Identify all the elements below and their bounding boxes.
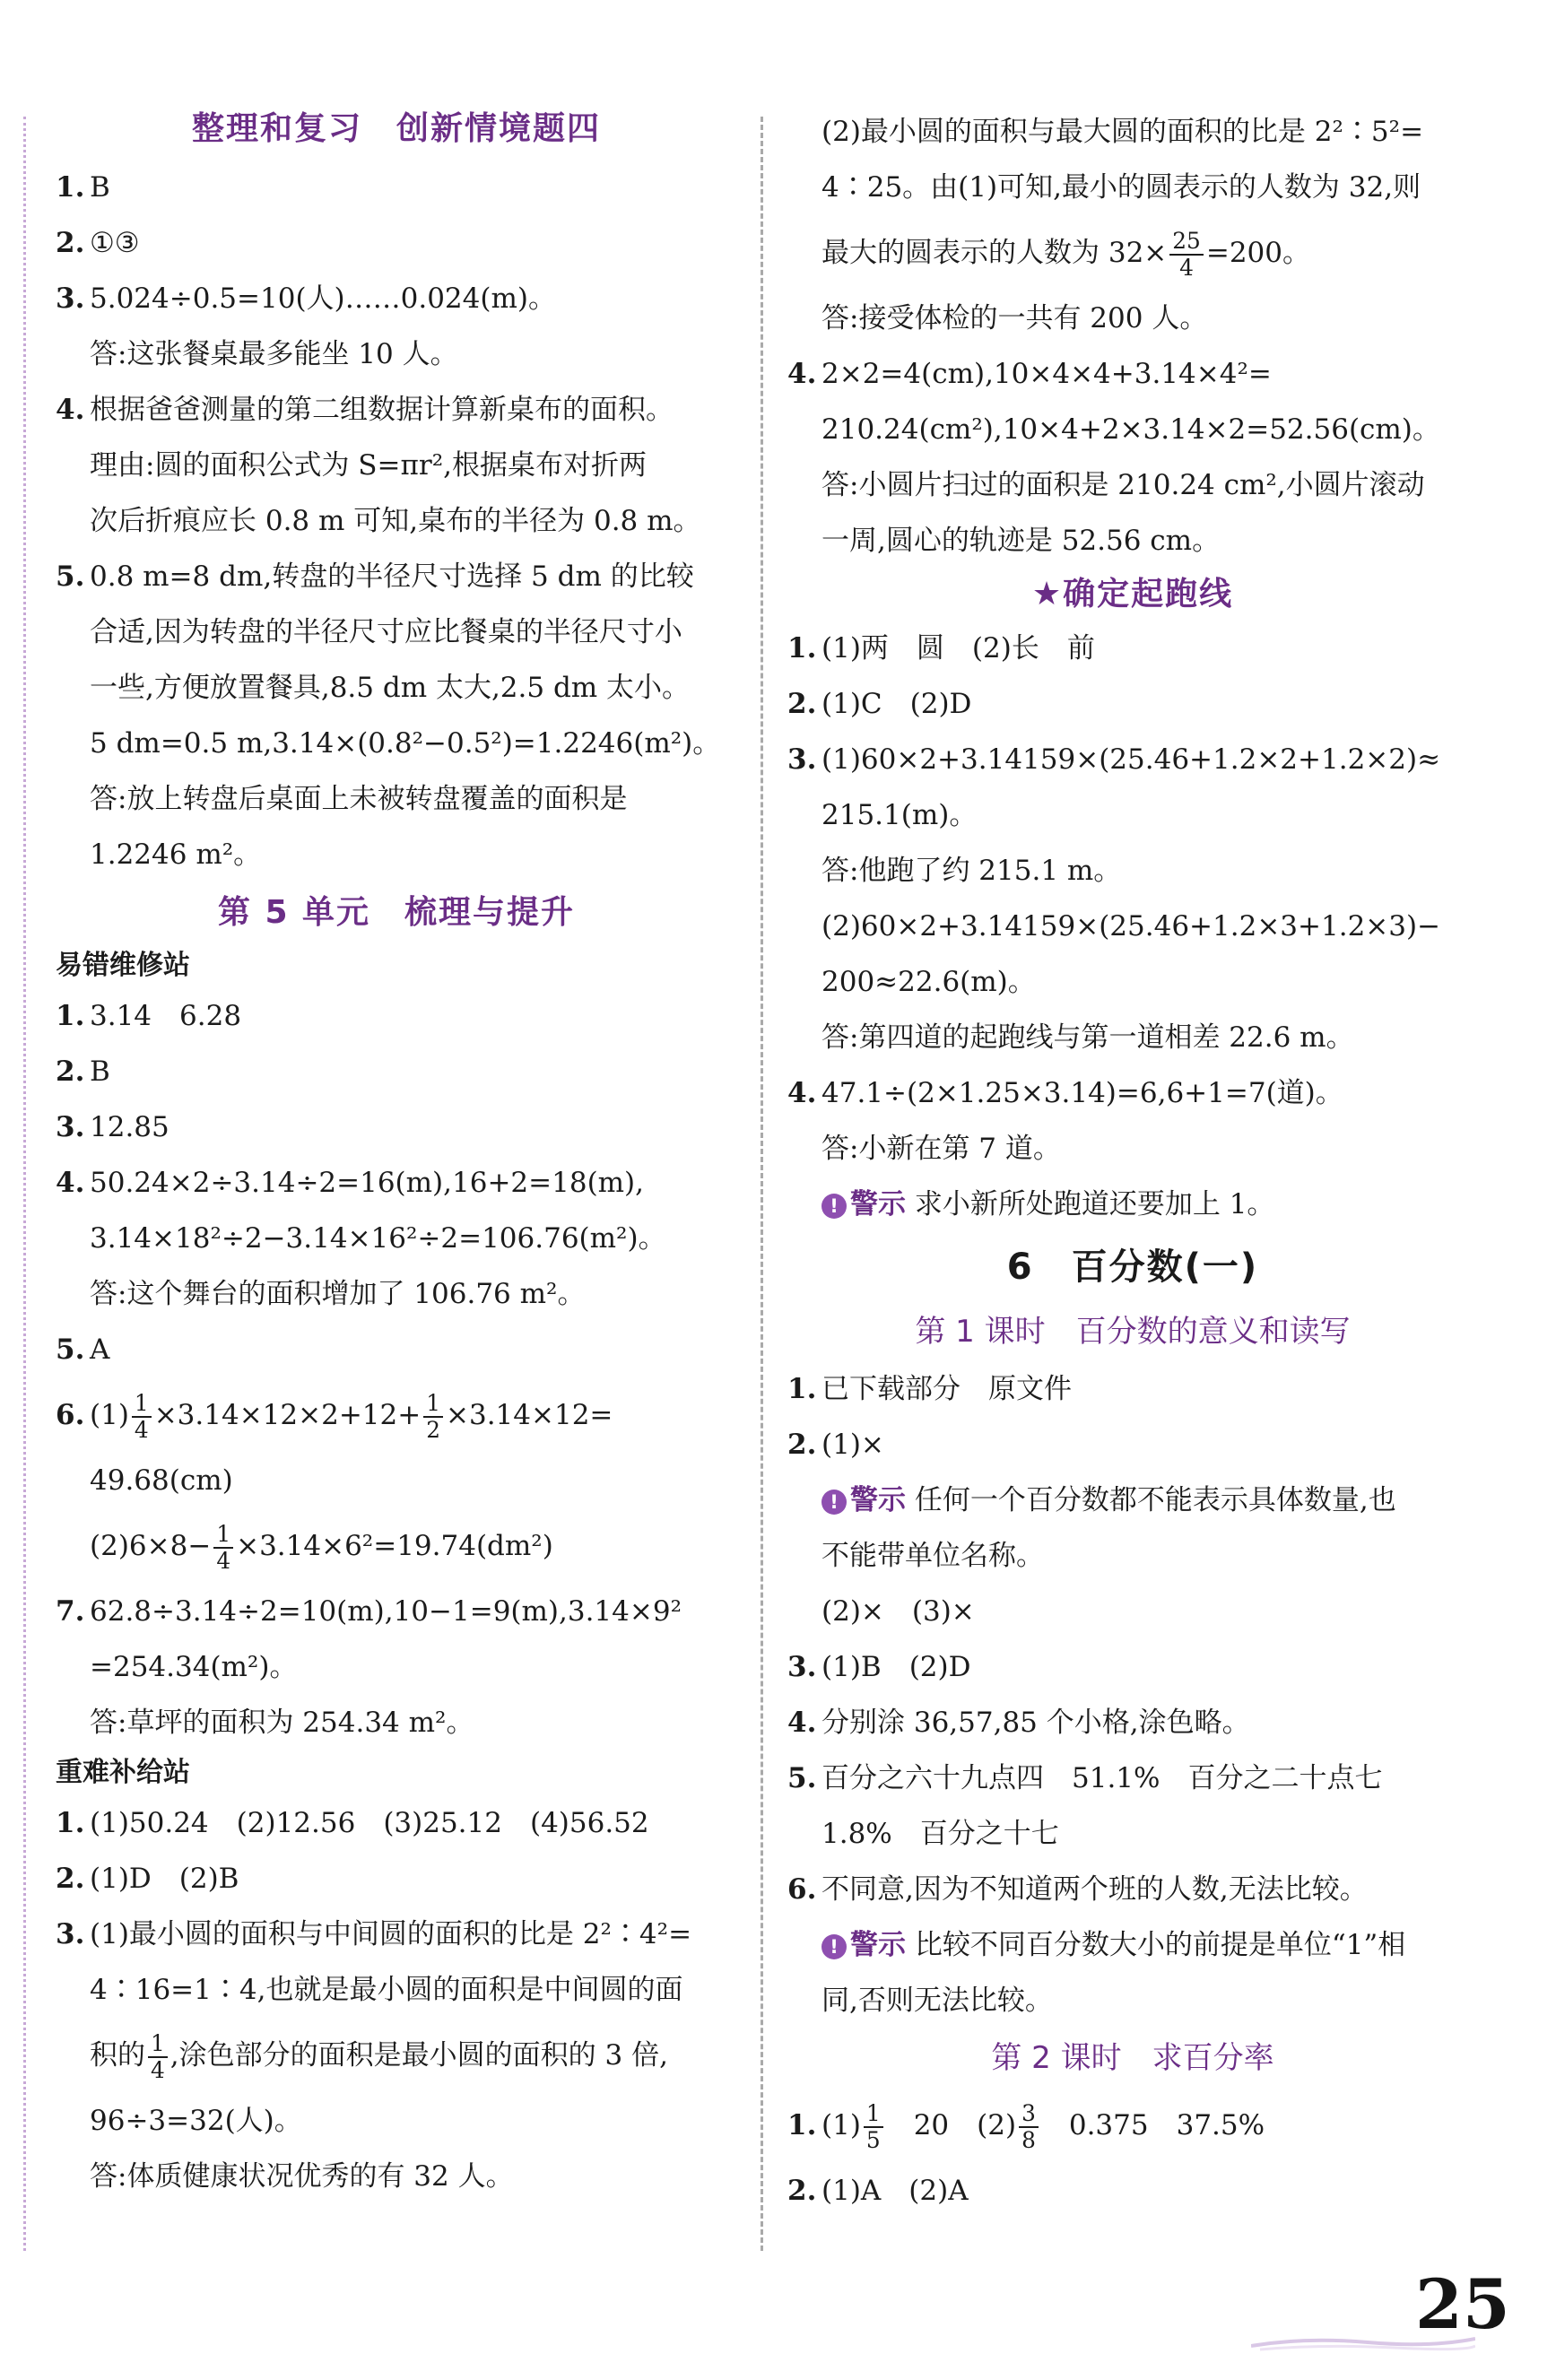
section-title: 第 5 单元 梳理与提升 bbox=[217, 894, 576, 931]
answer-line: 理由:圆的面积公式为 S=πr²,根据桌布对折两 bbox=[90, 449, 647, 482]
answer-line: 3.14×18²÷2−3.14×16²÷2=106.76(m²)。 bbox=[90, 1222, 666, 1255]
left-column bbox=[56, 99, 737, 2204]
warning-label: 警示 bbox=[850, 1929, 906, 1961]
answer-line: 2. (1)C (2)D bbox=[787, 688, 972, 720]
right-column bbox=[787, 104, 1478, 2219]
answer-line: 2. (1)D (2)B bbox=[56, 1863, 239, 1895]
warning-note: ! 警示 求小新所处跑道还要加上 1。 bbox=[787, 1177, 1478, 1232]
warning-note-cont: 同,否则无法比较。 bbox=[821, 1985, 1053, 2017]
answer-line: 一周,圆心的轨迹是 52.56 cm。 bbox=[821, 525, 1221, 557]
answer-line: 2. ①③ bbox=[56, 227, 140, 259]
fraction: $\frac{1}{4}$ bbox=[148, 2031, 168, 2082]
answer-line: 4∶25。由(1)可知,最小的圆表示的人数为 32,则 bbox=[821, 171, 1421, 204]
answer-line: 1. (1) $\frac{1}{5}$ 20 (2) $\frac{3}{8}$ 0.375 37.5% bbox=[787, 2100, 1265, 2153]
answer-line: 3. 5.024÷0.5=10(人)……0.024(m)。 bbox=[56, 282, 556, 315]
answer-line: 1.8% 百分之十七 bbox=[821, 1818, 1059, 1850]
answer-line: 一些,方便放置餐具,8.5 dm 太大,2.5 dm 太小。 bbox=[90, 672, 691, 704]
lesson-title: 第 2 课时 求百分率 bbox=[991, 2040, 1274, 2076]
answer-line: 2. (1)A (2)A bbox=[787, 2175, 969, 2207]
answer-line: 96÷3=32(人)。 bbox=[90, 2105, 302, 2137]
answer-line: 4. 根据爸爸测量的第二组数据计算新桌布的面积。 bbox=[56, 394, 674, 426]
answer-line: 2. (1)× bbox=[787, 1429, 884, 1461]
answer-line: 2. B bbox=[56, 1055, 110, 1088]
warning-note: ! 警示 比较不同百分数大小的前提是单位“1”相 bbox=[787, 1917, 1478, 1973]
answer-line: 1. B bbox=[56, 171, 110, 204]
lesson-title: 第 1 课时 百分数的意义和读写 bbox=[915, 1314, 1351, 1350]
answer-line: 答:小新在第 7 道。 bbox=[821, 1133, 1061, 1165]
answer-line: 6. (1) $\frac{1}{4}$ ×3.14×12×2+12+ $\frac{1}{2}$ ×3.14×12= bbox=[56, 1390, 613, 1443]
page-number: 25 bbox=[1415, 2264, 1510, 2344]
answer-line: 答:这个舞台的面积增加了 106.76 m²。 bbox=[90, 1278, 586, 1310]
answer-line: 4. 2×2=4(cm),10×4×4+3.14×4²= bbox=[787, 358, 1272, 390]
answer-line: (2)60×2+3.14159×(25.46+1.2×3+1.2×3)− bbox=[821, 910, 1441, 942]
answer-line: 答:小圆片扫过的面积是 210.24 cm²,小圆片滚动 bbox=[821, 469, 1425, 501]
exclamation-icon: ! bbox=[821, 1490, 847, 1515]
fraction: $\frac{1}{4}$ bbox=[132, 1391, 152, 1442]
answer-line: 6. 不同意,因为不知道两个班的人数,无法比较。 bbox=[787, 1873, 1368, 1906]
answer-line: 答:放上转盘后桌面上未被转盘覆盖的面积是 bbox=[90, 783, 628, 815]
answer-line: 1. 3.14 6.28 bbox=[56, 1000, 242, 1032]
answer-line: 210.24(cm²),10×4+2×3.14×2=52.56(cm)。 bbox=[821, 413, 1440, 446]
fraction: $\frac{1}{5}$ bbox=[864, 2101, 883, 2152]
answer-line: (2)× (3)× bbox=[821, 1595, 975, 1628]
answer-line: 最大的圆表示的人数为 32× $\frac{25}{4}$ =200。 bbox=[821, 228, 1310, 281]
answer-line: 5 dm=0.5 m,3.14×(0.8²−0.5²)=1.2246(m²)。 bbox=[90, 727, 721, 760]
answer-line: 1. 已下载部分 原文件 bbox=[787, 1373, 1072, 1405]
fraction: $\frac{1}{2}$ bbox=[423, 1391, 443, 1442]
answer-line: 200≈22.6(m)。 bbox=[821, 966, 1036, 998]
exclamation-icon: ! bbox=[821, 1934, 847, 1959]
answer-line: 答:接受体检的一共有 200 人。 bbox=[821, 302, 1208, 334]
answer-line: 3. (1)B (2)D bbox=[787, 1651, 971, 1683]
answer-line: 答:草坪的面积为 254.34 m²。 bbox=[90, 1707, 474, 1739]
subsection-title: 易错维修站 bbox=[56, 950, 190, 981]
chapter-title: 6 百分数(一) bbox=[1006, 1246, 1259, 1288]
answer-line: 49.68(cm) bbox=[90, 1464, 233, 1497]
fraction: $\frac{25}{4}$ bbox=[1169, 229, 1204, 280]
answer-line: (2)6×8− $\frac{1}{4}$ ×3.14×6²=19.74(dm²) bbox=[90, 1521, 553, 1574]
section-title: ★确定起跑线 bbox=[1031, 576, 1234, 612]
subsection-title: 重难补给站 bbox=[56, 1757, 190, 1788]
answer-line: 5. A bbox=[56, 1333, 110, 1366]
section-title: 整理和复习 创新情境题四 bbox=[191, 110, 601, 147]
fraction: $\frac{3}{8}$ bbox=[1019, 2101, 1039, 2152]
answer-line: 4. 47.1÷(2×1.25×3.14)=6,6+1=7(道)。 bbox=[787, 1077, 1343, 1109]
fraction: $\frac{1}{4}$ bbox=[213, 1522, 233, 1573]
answer-line: (2)最小圆的面积与最大圆的面积的比是 2²∶5²= bbox=[821, 116, 1424, 148]
answer-line: 1.2246 m²。 bbox=[90, 838, 262, 871]
answer-line: 5. 0.8 m=8 dm,转盘的半径尺寸选择 5 dm 的比较 bbox=[56, 560, 694, 593]
answer-line: 积的 $\frac{1}{4}$ ,涂色部分的面积是最小圆的面积的 3 倍, bbox=[90, 2030, 668, 2083]
answer-line: 次后折痕应长 0.8 m 可知,桌布的半径为 0.8 m。 bbox=[90, 505, 701, 537]
answer-line: 答:他跑了约 215.1 m。 bbox=[821, 855, 1122, 887]
answer-line: 4∶16=1∶4,也就是最小圆的面积是中间圆的面 bbox=[90, 1974, 683, 2006]
left-margin-rule bbox=[23, 117, 26, 2251]
exclamation-icon: ! bbox=[821, 1194, 847, 1219]
warning-label: 警示 bbox=[850, 1484, 906, 1516]
answer-line: 合适,因为转盘的半径尺寸应比餐桌的半径尺寸小 bbox=[90, 616, 682, 648]
answer-line: 答:体质健康状况优秀的有 32 人。 bbox=[90, 2160, 514, 2193]
answer-line: 1. (1)两 圆 (2)长 前 bbox=[787, 632, 1095, 664]
answer-line: 1. (1)50.24 (2)12.56 (3)25.12 (4)56.52 bbox=[56, 1807, 649, 1839]
answer-line: =254.34(m²)。 bbox=[90, 1651, 298, 1683]
warning-note-cont: 不能带单位名称。 bbox=[821, 1540, 1044, 1572]
answer-line: 215.1(m)。 bbox=[821, 799, 978, 831]
answer-line: 7. 62.8÷3.14÷2=10(m),10−1=9(m),3.14×9² bbox=[56, 1595, 682, 1628]
warning-label: 警示 bbox=[850, 1188, 906, 1220]
answer-line: 5. 百分之六十九点四 51.1% 百分之二十点七 bbox=[787, 1762, 1383, 1794]
answer-line: 4. 50.24×2÷3.14÷2=16(m),16+2=18(m), bbox=[56, 1167, 645, 1199]
column-divider bbox=[761, 117, 763, 2251]
answer-line: 3. (1)60×2+3.14159×(25.46+1.2×2+1.2×2)≈ bbox=[787, 743, 1441, 776]
answer-line: 答:这张餐桌最多能坐 10 人。 bbox=[90, 338, 458, 370]
answer-line: 答:第四道的起跑线与第一道相差 22.6 m。 bbox=[821, 1021, 1354, 1054]
answer-line: 4. 分别涂 36,57,85 个小格,涂色略。 bbox=[787, 1707, 1250, 1739]
warning-note: ! 警示 任何一个百分数都不能表示具体数量,也 bbox=[787, 1472, 1478, 1528]
answer-line: 3. 12.85 bbox=[56, 1111, 170, 1143]
answer-line: 3. (1)最小圆的面积与中间圆的面积的比是 2²∶4²= bbox=[56, 1918, 692, 1950]
